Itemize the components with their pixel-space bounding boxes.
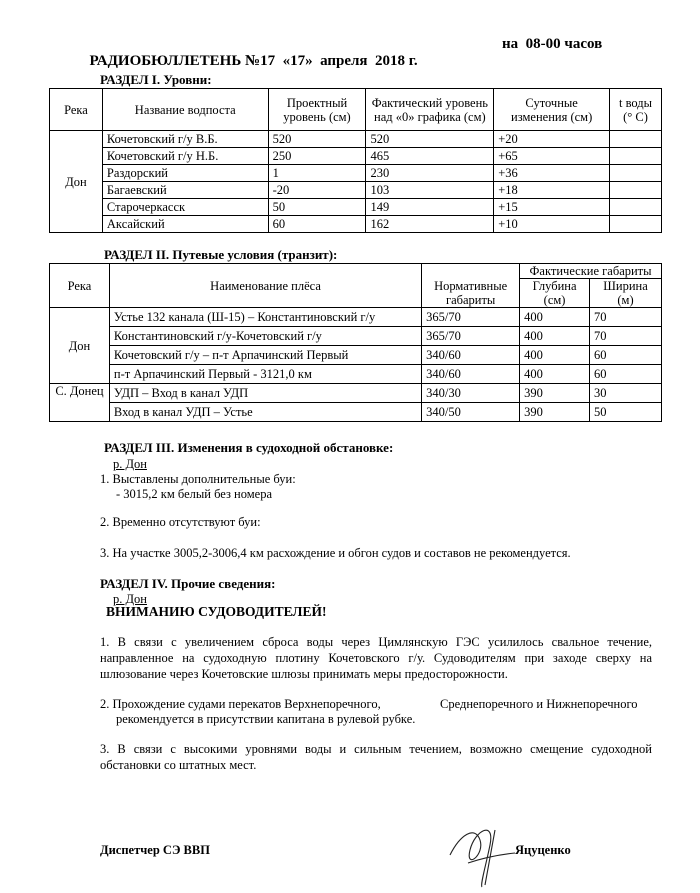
table-row bbox=[50, 165, 662, 182]
reach-cell: п-т Арпачинский Первый - 3121,0 км bbox=[109, 365, 421, 384]
actual-level-cell: 149 bbox=[366, 199, 494, 216]
width-cell: 70 bbox=[590, 327, 662, 346]
depth-cell: 400 bbox=[520, 346, 590, 365]
table-row bbox=[50, 346, 662, 365]
reach-cell: Кочетовский г/у – п-т Арпачинский Первый bbox=[109, 346, 421, 365]
water-temp-cell bbox=[610, 216, 662, 233]
daily-change-cell: +20 bbox=[494, 131, 610, 148]
bulletin-time: на 08-00 часов bbox=[502, 36, 603, 52]
station-cell: Аксайский bbox=[102, 216, 268, 233]
depth-cell: 400 bbox=[520, 365, 590, 384]
project-level-cell: -20 bbox=[268, 182, 366, 199]
actual-level-cell: 230 bbox=[366, 165, 494, 182]
depth-cell: 400 bbox=[520, 327, 590, 346]
daily-change-cell: +65 bbox=[494, 148, 610, 165]
project-level-cell: 520 bbox=[268, 131, 366, 148]
col-water-temp: t воды (° С) bbox=[610, 89, 662, 131]
actual-level-cell: 465 bbox=[366, 148, 494, 165]
col-width: Ширина (м) bbox=[590, 279, 662, 308]
col-depth: Глубина (см) bbox=[520, 279, 590, 308]
depth-cell: 390 bbox=[520, 403, 590, 422]
reach-cell: УДП – Вход в канал УДП bbox=[109, 384, 421, 403]
water-temp-cell bbox=[610, 182, 662, 199]
table-row bbox=[50, 308, 662, 327]
actual-level-cell: 520 bbox=[366, 131, 494, 148]
col-river: Река bbox=[50, 89, 103, 131]
norm-cell: 340/50 bbox=[422, 403, 520, 422]
col-daily-change: Суточные изменения (см) bbox=[494, 89, 610, 131]
dispatcher-name: Яцуценко bbox=[515, 843, 571, 857]
width-cell: 70 bbox=[590, 308, 662, 327]
norm-cell: 340/60 bbox=[422, 346, 520, 365]
water-temp-cell bbox=[610, 148, 662, 165]
section1-title: РАЗДЕЛ I. Уровни: bbox=[100, 72, 212, 87]
levels-header-row bbox=[50, 89, 662, 131]
station-cell: Кочетовский г/у Н.Б. bbox=[102, 148, 268, 165]
project-level-cell: 1 bbox=[268, 165, 366, 182]
reach-cell: Константиновский г/у-Кочетовский г/у bbox=[109, 327, 421, 346]
route-table bbox=[49, 263, 662, 422]
norm-cell: 340/30 bbox=[422, 384, 520, 403]
daily-change-cell: +36 bbox=[494, 165, 610, 182]
attention-heading: ВНИМАНИЮ СУДОВОДИТЕЛЕЙ! bbox=[106, 604, 327, 619]
section4-river: р. Дон bbox=[113, 592, 147, 606]
norm-cell: 365/70 bbox=[422, 308, 520, 327]
col-norm: Нормативные габариты bbox=[422, 264, 520, 308]
table-row bbox=[50, 403, 662, 422]
water-temp-cell bbox=[610, 165, 662, 182]
col-station: Название водпоста bbox=[102, 89, 268, 131]
section3-river: р. Дон bbox=[113, 457, 147, 471]
depth-cell: 400 bbox=[520, 308, 590, 327]
actual-level-cell: 103 bbox=[366, 182, 494, 199]
levels-table bbox=[49, 88, 662, 233]
col-actual: Фактические габариты bbox=[520, 264, 662, 279]
station-cell: Старочеркасск bbox=[102, 199, 268, 216]
norm-cell: 340/60 bbox=[422, 365, 520, 384]
section2-title: РАЗДЕЛ II. Путевые условия (транзит): bbox=[104, 247, 338, 262]
table-row bbox=[50, 327, 662, 346]
water-temp-cell bbox=[610, 199, 662, 216]
project-level-cell: 60 bbox=[268, 216, 366, 233]
section3-item2: 2. Временно отсутствуют буи: bbox=[100, 515, 261, 529]
river-cell: Дон bbox=[50, 308, 110, 384]
col-actual-level: Фактический уровень над «0» графика (см) bbox=[366, 89, 494, 131]
reach-cell: Вход в канал УДП – Устье bbox=[109, 403, 421, 422]
width-cell: 50 bbox=[590, 403, 662, 422]
title-text: РАДИОБЮЛЛЕТЕНЬ №17 «17» апреля 2018 г. bbox=[89, 53, 418, 69]
daily-change-cell: +18 bbox=[494, 182, 610, 199]
station-cell: Раздорский bbox=[102, 165, 268, 182]
water-temp-cell bbox=[610, 131, 662, 148]
project-level-cell: 50 bbox=[268, 199, 366, 216]
section4-p2a: 2. Прохождение судами перекатов Верхнепоречного, bbox=[100, 697, 381, 711]
daily-change-cell: +15 bbox=[494, 199, 610, 216]
section3-title: РАЗДЕЛ III. Изменения в судоходной обстановке: bbox=[104, 440, 394, 455]
table-row bbox=[50, 216, 662, 233]
col-project-level: Проектный уровень (см) bbox=[268, 89, 366, 131]
table-row bbox=[50, 199, 662, 216]
table-row bbox=[50, 182, 662, 199]
river-cell: С. Донец bbox=[50, 384, 110, 422]
dispatcher-label: Диспетчер СЭ ВВП bbox=[100, 843, 210, 857]
section4-p2b: Среднепоречного и Нижнепоречного bbox=[440, 697, 638, 711]
actual-level-cell: 162 bbox=[366, 216, 494, 233]
section3-item1-detail: - 3015,2 км белый без номера bbox=[116, 487, 273, 501]
width-cell: 30 bbox=[590, 384, 662, 403]
project-level-cell: 250 bbox=[268, 148, 366, 165]
section4-p3: 3. В связи с высокими уровнями воды и сильным течением, возможно смещение судоходной обстановки со штатных мест. bbox=[100, 742, 652, 772]
reach-cell: Устье 132 канала (Ш-15) – Константиновский г/у bbox=[109, 308, 421, 327]
table-row bbox=[50, 384, 662, 403]
river-cell: Дон bbox=[50, 131, 103, 233]
depth-cell: 390 bbox=[520, 384, 590, 403]
station-cell: Кочетовский г/у В.Б. bbox=[102, 131, 268, 148]
station-cell: Багаевский bbox=[102, 182, 268, 199]
section4-p1: 1. В связи с увеличением сброса воды через Цимлянскую ГЭС усилилось свальное течение, направленное на судоходную плотину Кочетовского г/у. Судоводителям при заходе сверху на шлюзование через Кочетовские шлюзы принимать меры предосторожности. bbox=[100, 635, 652, 681]
width-cell: 60 bbox=[590, 365, 662, 384]
width-cell: 60 bbox=[590, 346, 662, 365]
route-header-row bbox=[50, 264, 662, 279]
section3-item1: 1. Выставлены дополнительные буи: bbox=[100, 472, 296, 486]
section4-p2c: рекомендуется в присутствии капитана в рулевой рубке. bbox=[116, 712, 416, 726]
col-river: Река bbox=[50, 264, 110, 308]
table-row bbox=[50, 365, 662, 384]
norm-cell: 365/70 bbox=[422, 327, 520, 346]
table-row bbox=[50, 131, 662, 148]
daily-change-cell: +10 bbox=[494, 216, 610, 233]
col-reach: Наименование плёса bbox=[109, 264, 421, 308]
table-row bbox=[50, 148, 662, 165]
section4-title: РАЗДЕЛ IV. Прочие сведения: bbox=[100, 576, 276, 591]
section3-item3: 3. На участке 3005,2-3006,4 км расхождение и обгон судов и составов не рекомендуется. bbox=[100, 546, 571, 560]
